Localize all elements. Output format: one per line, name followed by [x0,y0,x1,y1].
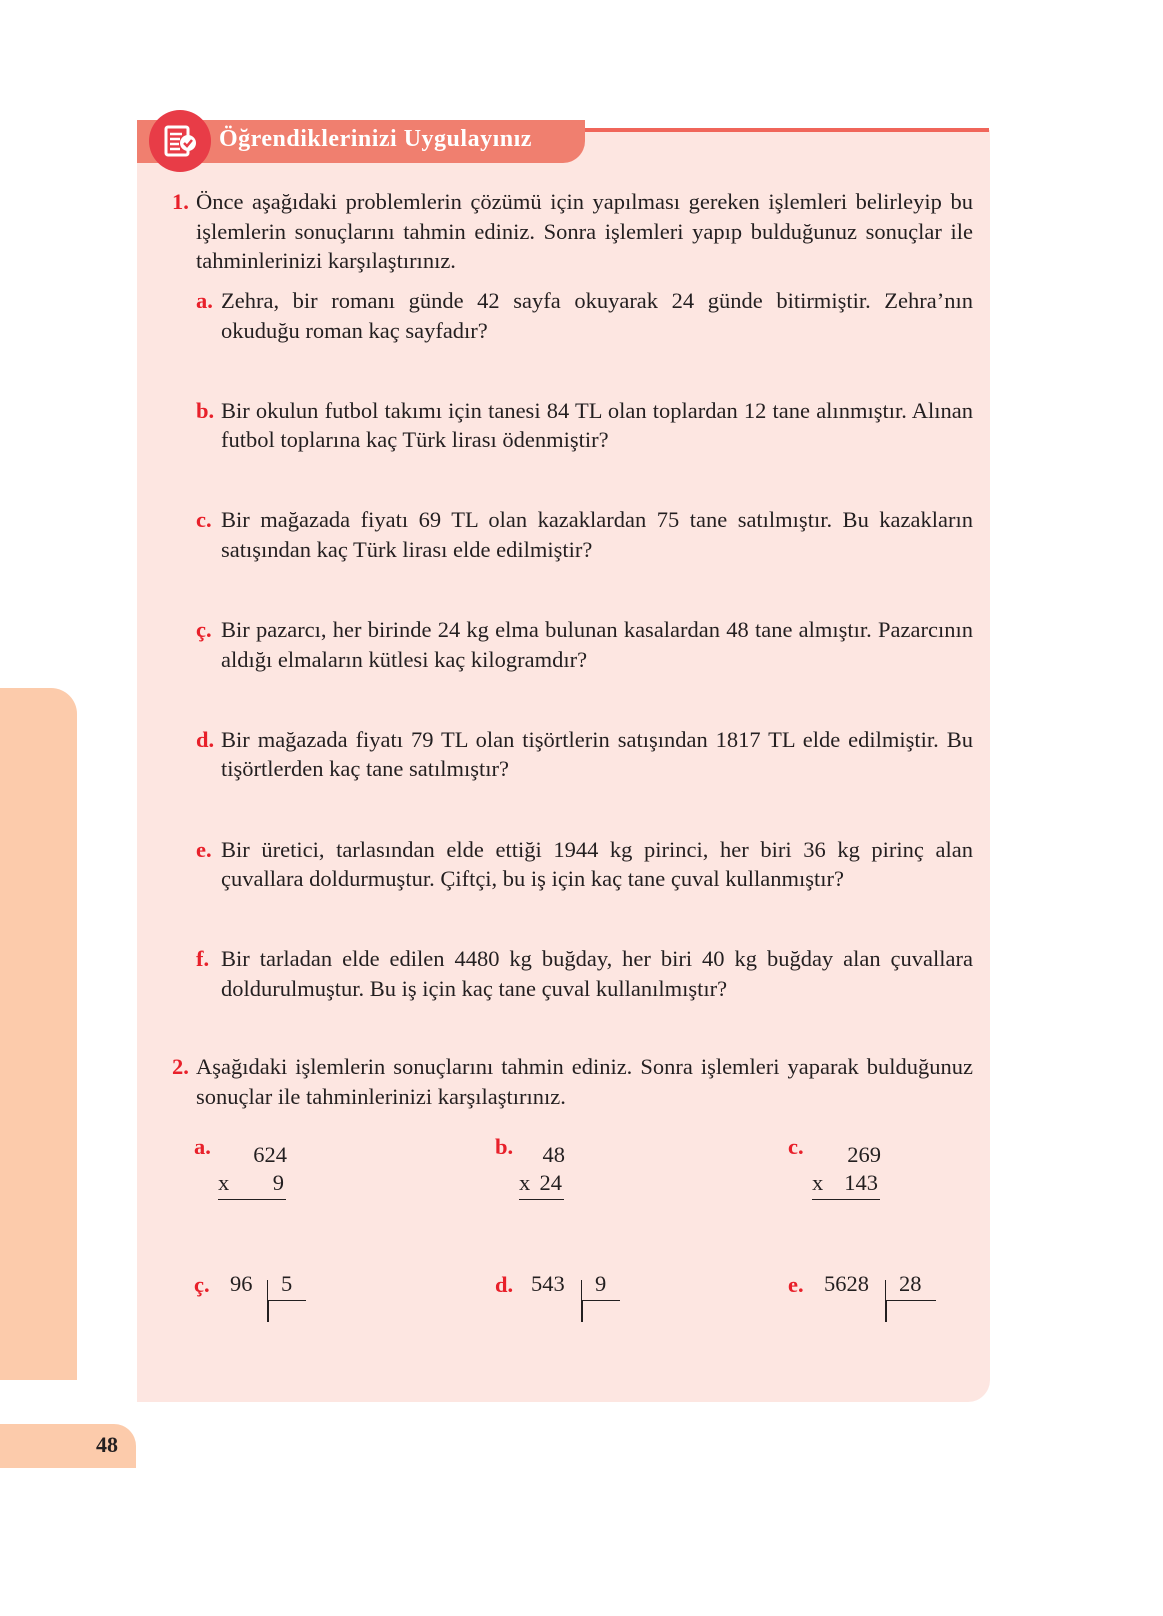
page-number: 48 [96,1432,118,1457]
sub-question-label: c. [196,507,212,533]
multiplicand: 624 [253,1142,287,1167]
problem-label: d. [495,1272,514,1297]
header-rule [560,128,989,132]
problem-label: ç. [194,1272,210,1297]
problem-label: a. [194,1134,211,1159]
sub-question-label: d. [196,726,215,752]
question-number: 1. [172,189,189,214]
division-bracket [267,1300,269,1322]
dividend: 543 [531,1271,565,1296]
divisor: 9 [595,1271,607,1296]
question-text: Önce aşağıdaki problemlerin çözümü için yapılması gereken işlemleri belirleyip bu işlemlerin sonuçlarını tahmin ediniz. Sonra işlemleri yapıp bulduğunuz sonuçlar ile tahminlerinizi karşılaştırınız. [196,189,973,273]
multiplier: 9 [272,1170,284,1195]
sub-question-label: ç. [196,617,212,643]
dividend: 5628 [824,1271,869,1296]
multiplier: 24 [539,1170,562,1195]
divisor: 5 [281,1271,293,1296]
sub-question-text: Bir mağazada fiyatı 79 TL olan tişörtlerin satışından 1817 TL elde edilmiştir. Bu tişörtlerden kaç tane satılmıştır? [221,726,973,782]
multiplicand: 269 [847,1142,881,1167]
sub-question-text: Bir mağazada fiyatı 69 TL olan kazaklardan 75 tane satılmıştır. Bu kazakların satışından kaç Türk lirası elde edilmiştir? [221,507,973,562]
multiply-sign: x [218,1170,230,1195]
problem-label: e. [788,1272,804,1297]
sub-question-text: Bir pazarcı, her birinde 24 kg elma bulunan kasalardan 48 tane almıştır. Pazarcının aldığı elmaların kütlesi kaç kilogramdır? [221,617,973,672]
question-number: 2. [172,1054,189,1079]
division-bracket [581,1300,583,1322]
sub-question-label: e. [196,836,212,862]
multiplicand: 48 [542,1142,565,1167]
problem-label: c. [788,1134,804,1159]
section-title: Öğrendiklerinizi Uygulayınız [219,126,532,152]
sub-question-text: Bir okulun futbol takımı için tanesi 84 TL olan toplardan 12 tane alınmıştır. Alınan futbol toplarına kaç Türk lirası ödenmiştir? [221,397,973,453]
sub-question-text: Zehra, bir romanı günde 42 sayfa okuyarak 24 günde bitirmiştir. Zehra’nın okuduğu roman kaç sayfadır? [221,288,973,343]
multiply-sign: x [812,1170,824,1195]
side-tab [0,688,77,1380]
multiplier-row [519,1168,564,1200]
sub-question-text: Bir tarladan elde edilen 4480 kg buğday, her biri 40 kg buğday alan çuvallara doldurulmuştur. Bu iş için kaç tane çuval kullanılmıştır? [221,946,973,1001]
page-number-tab [0,1424,136,1468]
sub-question-label: f. [196,946,210,972]
checklist-icon [149,110,211,172]
divisor: 28 [899,1271,922,1296]
multiplier: 143 [844,1170,878,1195]
dividend: 96 [230,1271,253,1296]
multiplier-row [812,1168,880,1200]
multiply-sign: x [519,1170,531,1195]
sub-question-label: b. [196,397,215,423]
sub-question-label: a. [196,288,213,313]
sub-question-text: Bir üretici, tarlasından elde ettiği 1944 kg pirinci, her biri 36 kg pirinç alan çuvallara doldurmuştur. Çiftçi, bu iş için kaç tane çuval kullanmıştır? [221,836,973,891]
problem-label: b. [495,1134,514,1159]
multiplier-row [218,1168,286,1200]
division-bracket [885,1300,887,1322]
question-text: Aşağıdaki işlemlerin sonuçlarını tahmin ediniz. Sonra işlemleri yaparak bulduğunuz sonuçlar ile tahminlerinizi karşılaştırınız. [196,1054,973,1109]
